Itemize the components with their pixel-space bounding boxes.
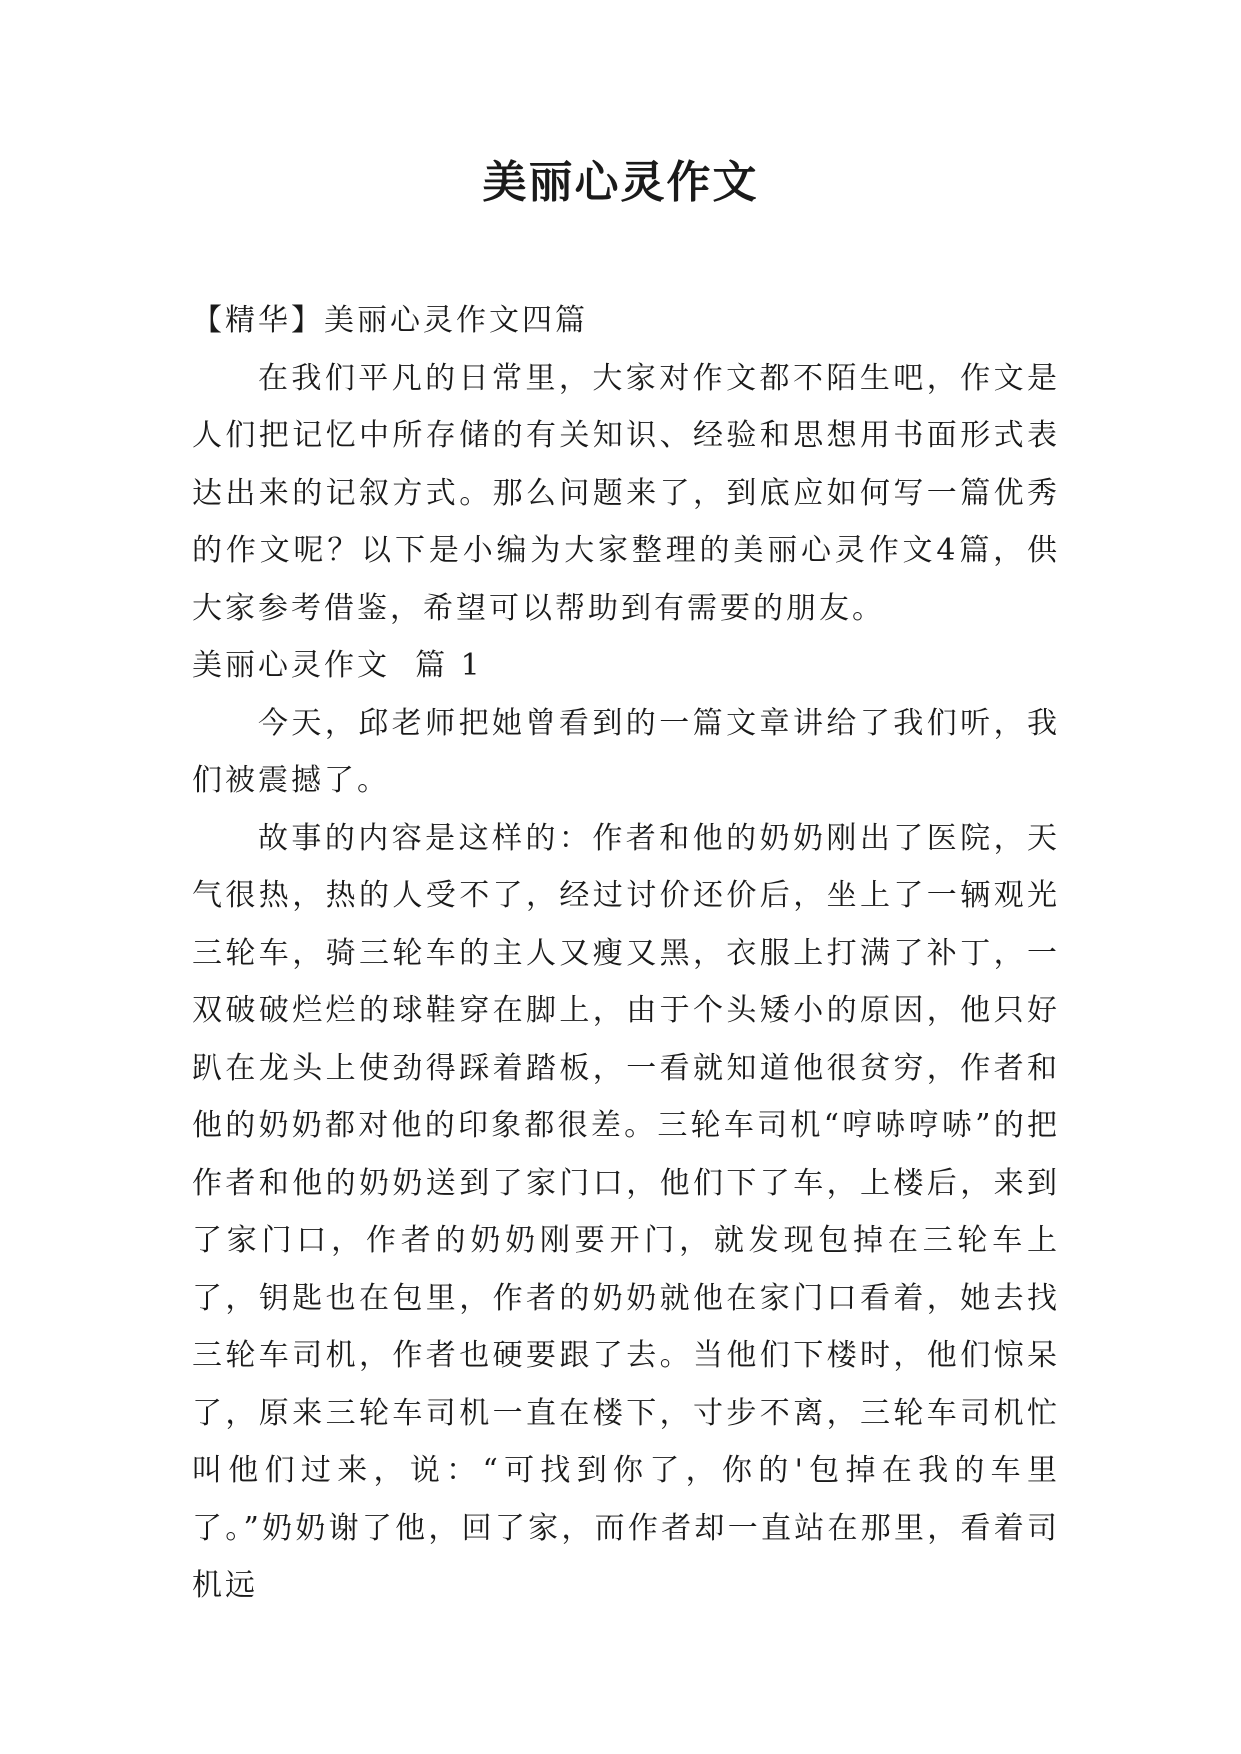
document-title: 美丽心灵作文: [482, 157, 759, 208]
intro-paragraph: 在我们平凡的日常里，大家对作文都不陌生吧，作文是人们把记忆中所存储的有关知识、经验和思想用书面形式表达出来的记叙方式。那么问题来了，到底应如何写一篇优秀的作文呢？以下是小编为大家整理的美丽心灵作文4篇，供大家参考借鉴，希望可以帮助到有需要的朋友。: [192, 360, 1060, 626]
section-heading: 美丽心灵作文 篇 1: [192, 648, 483, 683]
document-subtitle: 【精华】美丽心灵作文四篇: [192, 303, 588, 338]
body-paragraph: 今天，邱老师把她曾看到的一篇文章讲给了我们听，我们被震撼了。: [192, 705, 1060, 798]
document-body: [192, 292, 1060, 1615]
body-paragraph: 故事的内容是这样的：作者和他的奶奶刚出了医院，天气很热，热的人受不了，经过讨价还价后，坐上了一辆观光三轮车，骑三轮车的主人又瘦又黑，衣服上打满了补丁，一双破破烂烂的球鞋穿在脚上，由于个头矮小的原因，他只好趴在龙头上使劲得踩着踏板，一看就知道他很贫穷，作者和他的奶奶都对他的印象都很差。三轮车司机“哼哧哼哧”的把作者和他的奶奶送到了家门口，他们下了车，上楼后，来到了家门口，作者的奶奶刚要开门，就发现包掉在三轮车上了，钥匙也在包里，作者的奶奶就他在家门口看着，她去找三轮车司机，作者也硬要跟了去。当他们下楼时，他们惊呆了，原来三轮车司机一直在楼下，寸步不离，三轮车司机忙叫他们过来，说：“可找到你了，你的'包掉在我的车里了。”奶奶谢了他，回了家，而作者却一直站在那里，看着司机远: [192, 820, 1060, 1603]
